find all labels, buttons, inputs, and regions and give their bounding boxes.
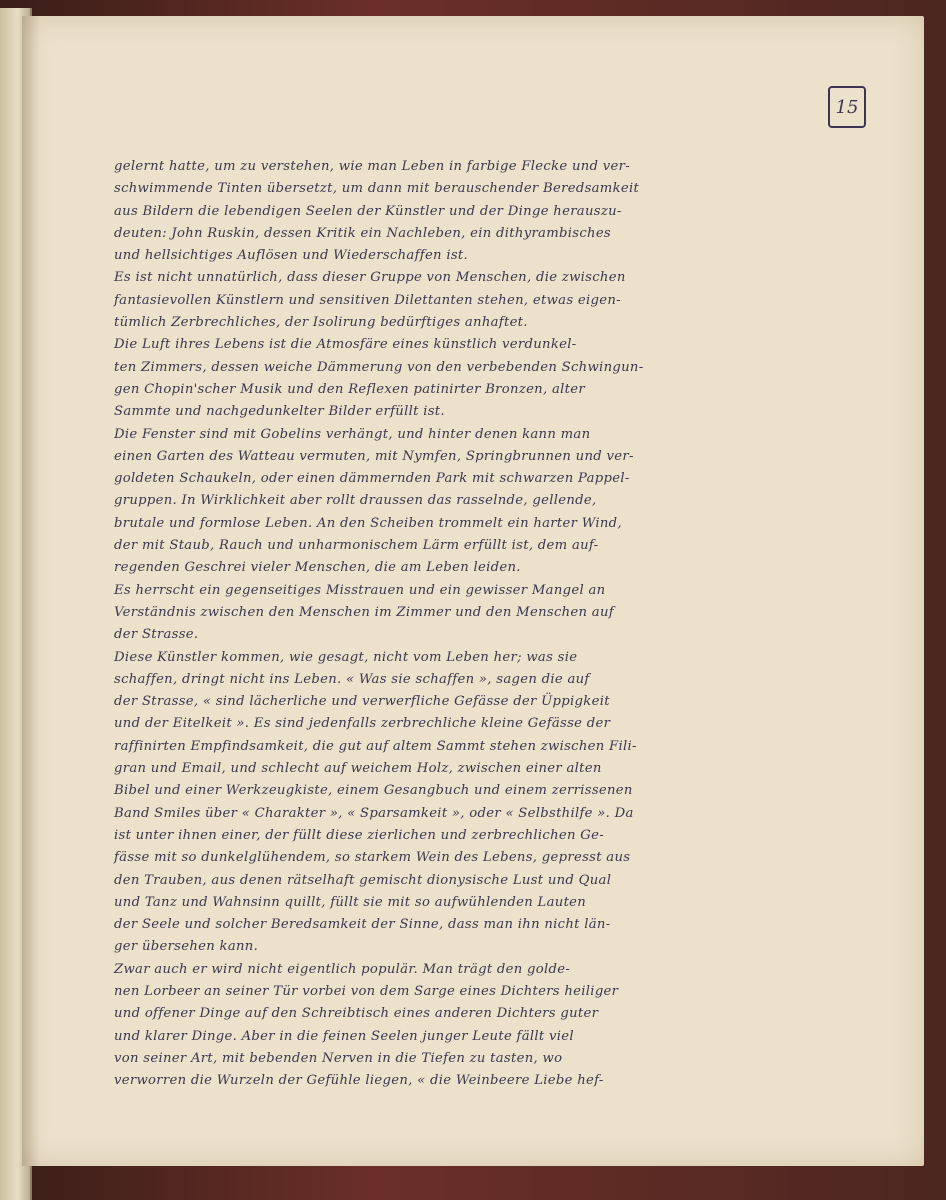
- text-line: raffinirten Empfindsamkeit, die gut auf altem Sammt stehen zwischen Fili-: [114, 738, 637, 754]
- text-line: und Tanz und Wahnsinn quillt, füllt sie mit so aufwühlenden Lauten: [114, 894, 587, 910]
- text-line: schwimmende Tinten übersetzt, um dann mit berauschender Beredsamkeit: [114, 181, 640, 197]
- text-line: Diese Künstler kommen, wie gesagt, nicht vom Leben her; was sie: [114, 649, 578, 665]
- text-line: der Strasse, « sind lächerliche und verwerfliche Gefässe der Üppigkeit: [114, 694, 610, 710]
- text-line: und offener Dinge auf den Schreibtisch eines anderen Dichters guter: [114, 1006, 599, 1022]
- text-line: Die Luft ihres Lebens ist die Atmosfäre eines künstlich verdunkel-: [114, 337, 577, 353]
- text-line: Es ist nicht unnatürlich, dass dieser Gruppe von Menschen, die zwischen: [114, 270, 626, 286]
- text-line: ist unter ihnen einer, der füllt diese zierlichen und zerbrechlichen Ge-: [114, 827, 604, 843]
- text-line: Es herrscht ein gegenseitiges Misstrauen und ein gewisser Mangel an: [114, 582, 606, 598]
- text-line: verworren die Wurzeln der Gefühle liegen, « die Weinbeere Liebe hef-: [114, 1073, 604, 1089]
- page-number: 15: [828, 86, 866, 128]
- text-line: brutale und formlose Leben. An den Scheiben trommelt ein harter Wind,: [114, 515, 622, 531]
- text-line: von seiner Art, mit bebenden Nerven in die Tiefen zu tasten, wo: [114, 1050, 563, 1066]
- text-line: Verständnis zwischen den Menschen im Zimmer und den Menschen auf: [114, 604, 614, 620]
- text-line: und der Eitelkeit ». Es sind jedenfalls zerbrechliche kleine Gefässe der: [114, 716, 611, 732]
- text-line: der mit Staub, Rauch und unharmonischem Lärm erfüllt ist, dem auf-: [114, 538, 599, 554]
- text-line: der Seele und solcher Beredsamkeit der Sinne, dass man ihn nicht län-: [114, 917, 611, 933]
- text-line: gruppen. In Wirklichkeit aber rollt draussen das rasselnde, gellende,: [114, 493, 597, 509]
- text-line: und hellsichtiges Auflösen und Wiederschaffen ist.: [114, 248, 469, 264]
- text-line: schaffen, dringt nicht ins Leben. « Was sie schaffen », sagen die auf: [114, 671, 590, 687]
- text-line: fässe mit so dunkelglühendem, so starkem Wein des Lebens, gepresst aus: [114, 850, 631, 866]
- text-line: Die Fenster sind mit Gobelins verhängt, und hinter denen kann man: [114, 426, 591, 442]
- text-line: gelernt hatte, um zu verstehen, wie man Leben in farbige Flecke und ver-: [114, 159, 631, 174]
- text-line: fantasievollen Künstlern und sensitiven Dilettanten stehen, etwas eigen-: [114, 292, 621, 308]
- text-line: und klarer Dinge. Aber in die feinen Seelen junger Leute fällt viel: [114, 1028, 574, 1044]
- text-line: ten Zimmers, dessen weiche Dämmerung von den verbebenden Schwingun-: [114, 359, 644, 375]
- text-line: Bibel und einer Werkzeugkiste, einem Gesangbuch und einem zerrissenen: [114, 783, 633, 799]
- handwritten-text-block: [114, 156, 834, 1092]
- text-line: deuten: John Ruskin, dessen Kritik ein Nachleben, ein dithyrambisches: [114, 225, 611, 241]
- text-line: regenden Geschrei vieler Menschen, die am Leben leiden.: [114, 560, 521, 576]
- text-line: einen Garten des Watteau vermuten, mit Nymfen, Springbrunnen und ver-: [114, 448, 634, 464]
- text-line: nen Lorbeer an seiner Tür vorbei von dem Sarge eines Dichters heiliger: [114, 983, 619, 999]
- text-line: Band Smiles über « Charakter », « Sparsamkeit », oder « Selbsthilfe ». Da: [114, 805, 634, 821]
- text-line: aus Bildern die lebendigen Seelen der Künstler und der Dinge herauszu-: [114, 203, 622, 219]
- text-line: gran und Email, und schlecht auf weichem Holz, zwischen einer alten: [114, 761, 602, 777]
- text-line: ger übersehen kann.: [114, 939, 259, 955]
- text-line: gen Chopin'scher Musik und den Reflexen patinirter Bronzen, alter: [114, 381, 585, 397]
- spine-shadow: [22, 16, 40, 1166]
- text-line: der Strasse.: [114, 627, 199, 643]
- text-line: tümlich Zerbrechliches, der Isolirung bedürftiges anhaftet.: [114, 315, 528, 331]
- text-line: goldeten Schaukeln, oder einen dämmernden Park mit schwarzen Pappel-: [114, 471, 630, 487]
- text-line: Sammte und nachgedunkelter Bilder erfüllt ist.: [114, 404, 445, 420]
- text-line: Zwar auch er wird nicht eigentlich populär. Man trägt den golde-: [114, 961, 571, 977]
- text-line: den Trauben, aus denen rätselhaft gemischt dionysische Lust und Qual: [114, 872, 612, 888]
